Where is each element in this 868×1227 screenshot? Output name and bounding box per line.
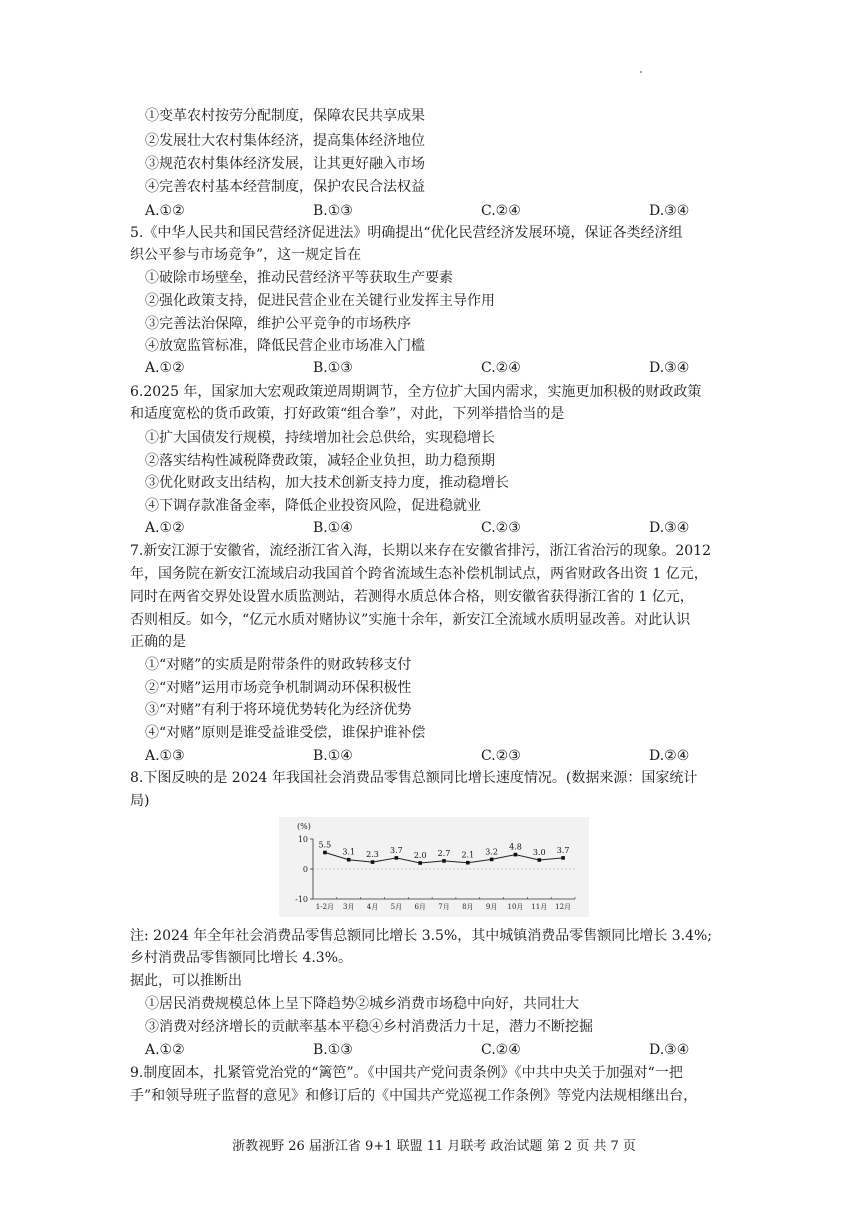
q7-option-2: ②“对赌”运用市场竞争机制调动环保积极性 [145,680,412,696]
data-point [323,851,327,855]
chart-axes [295,835,575,911]
x-tick-label: 6月 [414,903,426,911]
data-point [347,858,351,862]
q4-choice-b: B.①③ [313,203,353,219]
q4-choice-c: C.②④ [481,203,521,219]
y-axis-unit: (%) [297,822,311,831]
q7-stem-line-3: 同时在两省交界处设置水质监测站，若测得水质总体合格，则安徽省获得浙江省的 1 亿元， [130,589,694,605]
q4-option-4: ④完善农村基本经营制度，保护农民合法权益 [145,179,425,195]
data-point [514,853,518,857]
q8-options-line-2: ③消费对经济增长的贡献率基本平稳④乡村消费活力十足，潜力不断挖掘 [145,1019,593,1035]
data-point [371,860,375,864]
q5-stem-line-1: 5.《中华人民共和国民营经济促进法》明确提出“优化民营经济发展环境，保证各类经济组 [130,225,683,241]
q7-stem-line-2: 年，国务院在新安江流域启动我国首个跨省流域生态补偿机制试点，两省财政各出资 1 亿元， [130,566,708,582]
q6-stem-line-2: 和适度宽松的货币政策，打好政策“组合拳”，对此，下列举措恰当的是 [130,406,565,422]
q4-choice-a: A.①② [145,203,185,219]
x-tick-label: 11月 [531,903,548,911]
q7-choices [145,746,745,766]
q9-stem-line-2: 手”和领导班子监督的意见》和修订后的《中国共产党巡视工作条例》等党内法规相继出台， [130,1088,698,1104]
q8-choice-a: A.①② [145,1042,185,1058]
data-label: 3.7 [389,845,403,855]
page-footer: 浙教视野 26 届浙江省 9+1 联盟 11 月联考 政治试题 第 2 页 共 7 页 [232,1139,636,1154]
scan-speck [640,71,642,73]
q8-stem-line-1: 8.下图反映的是 2024 年我国社会消费品零售总额同比增长速度情况。(数据来源：国家统计 [130,770,698,786]
x-tick-label: 9月 [485,903,498,911]
q5-choice-c: C.②④ [481,360,521,376]
data-label: 4.8 [509,842,522,852]
x-tick-label: 8月 [462,903,474,911]
retail-growth-chart [279,817,589,917]
y-tick-label: 10 [297,835,308,844]
q5-stem-line-2: 织公平参与市场竞争”，这一规定旨在 [130,247,362,263]
data-label: 3.7 [556,845,570,855]
q8-stem-line-2: 局) [130,793,150,809]
q8-choice-d: D.③④ [649,1042,690,1058]
q8-options-line-1: ①居民消费规模总体上呈下降趋势②城乡消费市场稳中向好，共同壮大 [145,996,579,1012]
data-point [418,861,422,865]
q7-choice-c: C.②③ [481,748,521,764]
q4-option-1: ①变革农村按劳分配制度，保障农民共享成果 [145,108,425,124]
q9-stem-line-1: 9.制度固本，扎紧管党治党的“篱笆”。《中国共产党问责条例》《中共中央关于加强对“一把 [130,1065,683,1081]
x-tick-label: 3月 [342,903,355,911]
q5-option-2: ②强化政策支持，促进民营企业在关键行业发挥主导作用 [145,293,495,309]
data-point [442,859,446,863]
x-tick-label: 4月 [366,903,379,911]
q7-stem-line-5: 正确的是 [130,634,186,650]
q6-option-4: ④下调存款准备金率，降低企业投资风险，促进稳就业 [145,498,481,514]
q4-choices [145,201,745,221]
q6-stem-line-1: 6.2025 年，国家加大宏观政策逆周期调节，全方位扩大国内需求，实施更加积极的财政政策 [130,384,702,400]
q5-option-3: ③完善法治保障，维护公平竞争的市场秩序 [145,316,411,332]
q5-option-1: ①破除市场壁垒，推动民营经济平等获取生产要素 [145,270,453,286]
chart-series [319,841,570,865]
q7-stem-line-1: 7.新安江源于安徽省，流经浙江省入海，长期以来存在安徽省排污，浙江省治污的现象。2012 [130,543,711,559]
q8-note-line-1: 注: 2024 年全年社会消费品零售总额同比增长 3.5%，其中城镇消费品零售额同比增长 3.4%; [130,928,712,944]
data-label: 3.2 [485,847,499,857]
data-label: 2.1 [461,850,475,860]
q4-option-3: ③规范农村集体经济发展，让其更好融入市场 [145,156,425,172]
q6-option-3: ③优化财政支出结构，加大技术创新支持力度，推动稳增长 [145,475,509,491]
data-label: 3.0 [532,848,546,857]
q4-option-2: ②发展壮大农村集体经济，提高集体经济地位 [145,133,425,149]
q4-choice-d: D.③④ [649,203,690,219]
data-point [395,856,399,860]
q7-option-3: ③“对赌”有利于将环境优势转化为经济优势 [145,702,412,718]
y-tick-label: 0 [302,865,308,874]
data-label: 3.1 [342,847,356,857]
q7-choice-a: A.①③ [145,748,185,764]
q6-choice-b: B.①④ [313,520,353,536]
x-tick-label: 12月 [555,903,572,911]
q7-option-4: ④“对赌”原则是谁受益谁受偿，谁保护谁补偿 [145,725,426,741]
q5-choice-b: B.①③ [313,360,353,376]
q5-choices [145,358,745,378]
x-tick-label: 5月 [390,903,403,911]
data-label: 2.7 [437,848,451,858]
data-point [466,861,470,865]
q8-choice-c: C.②④ [481,1042,521,1058]
q7-option-1: ①“对赌”的实质是附带条件的财政转移支付 [145,657,412,673]
x-tick-label: 10月 [507,903,524,911]
data-point [537,858,541,862]
q6-choice-c: C.②③ [481,520,521,536]
data-label: 5.5 [318,840,332,850]
q5-choice-a: A.①② [145,360,185,376]
y-tick-label: -10 [295,895,308,904]
q8-note-line-3: 据此，可以推断出 [130,973,242,989]
q8-note-line-2: 乡村消费品零售额同比增长 4.3%。 [130,950,353,966]
q6-choice-d: D.③④ [649,520,690,536]
data-point [561,856,565,860]
q8-choices [145,1040,745,1060]
data-point [490,858,494,862]
q6-option-2: ②落实结构性减税降费政策，减轻企业负担，助力稳预期 [145,453,495,469]
q8-choice-b: B.①③ [313,1042,353,1058]
data-label: 2.3 [366,850,379,860]
q6-choice-a: A.①② [145,520,185,536]
q6-option-1: ①扩大国债发行规模，持续增加社会总供给，实现稳增长 [145,430,495,446]
q7-choice-b: B.①④ [313,748,353,764]
q7-choice-d: D.②④ [649,748,690,764]
chart-svg [279,817,589,917]
data-label: 2.0 [413,851,427,860]
q5-choice-d: D.③④ [649,360,690,376]
x-tick-label: 1-2月 [315,903,335,911]
q7-stem-line-4: 否则相反。如今，“亿元水质对赌协议”实施十余年，新安江全流域水质明显改善。对此认识 [130,612,691,628]
q5-option-4: ④放宽监管标准，降低民营企业市场准入门槛 [145,338,425,354]
q6-choices [145,518,745,538]
x-tick-label: 7月 [438,903,450,911]
